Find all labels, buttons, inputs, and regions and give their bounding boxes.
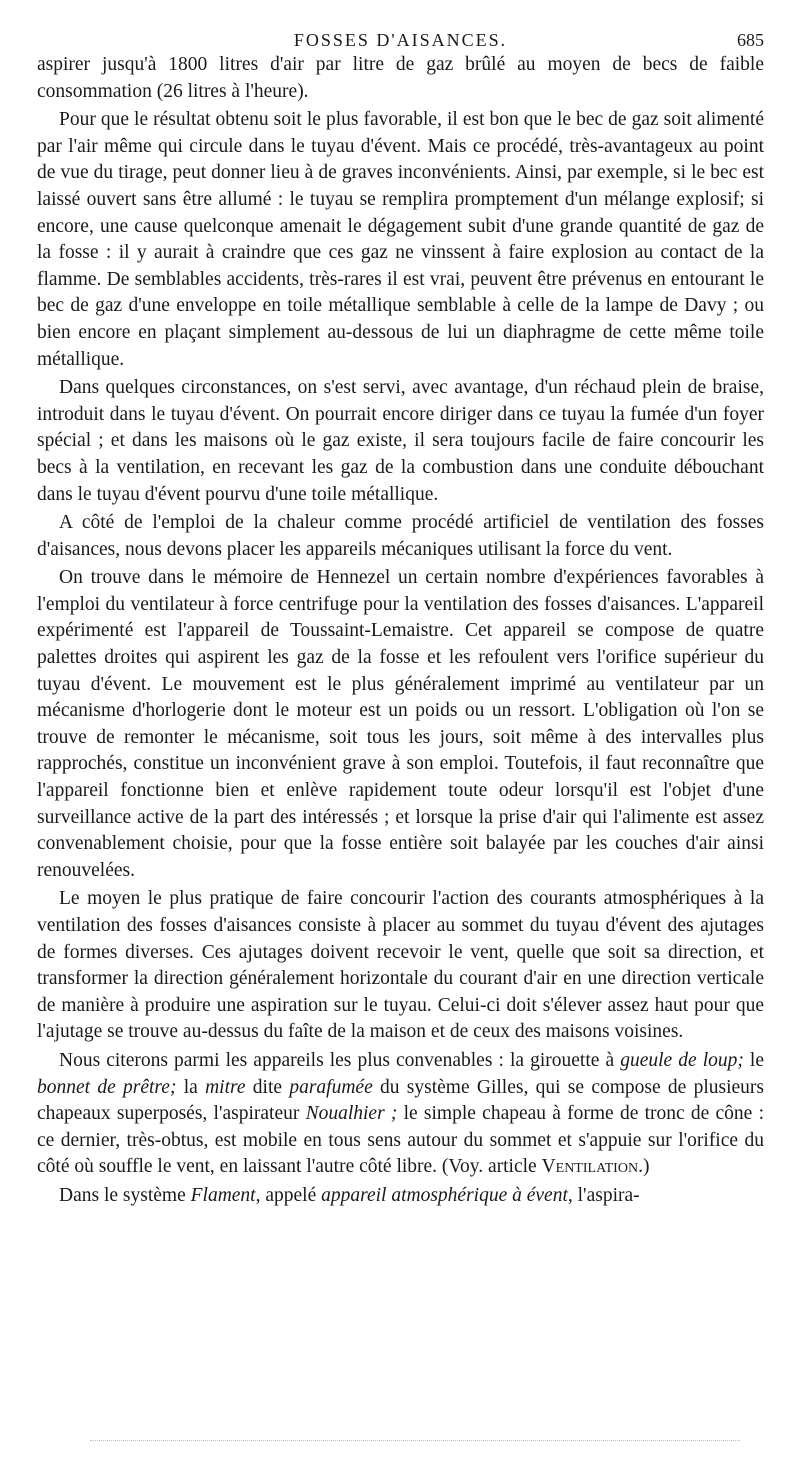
text-run: , l'aspira- — [567, 1184, 640, 1206]
text-run: .) — [638, 1156, 650, 1178]
paragraph — [37, 1183, 764, 1210]
page-header — [37, 0, 764, 50]
text-run: Dans quelques circonstances, on s'est servi, avec avantage, d'un réchaud plein de braise, introduit dans le tuyau d'évent. On pourrait encore diriger dans ce tuyau la fumée d'un foyer spécial ; et dans les maisons où le gaz existe, il sera toujours facile de faire concourir les becs à la ventilation, en recevant les gaz de la combustion dans une conduite débouchant dans le tuyau d'évent pourvu d'une toile métallique. — [37, 377, 764, 505]
italic-term: Noualhier ; — [305, 1103, 398, 1125]
text-run: du système Gilles, qui se compose de plusieurs chapeaux superposés, l'aspirateur — [37, 1076, 764, 1125]
italic-term: parafumée — [289, 1076, 373, 1098]
small-caps-term: Ventilation — [541, 1156, 639, 1178]
paragraph — [37, 107, 764, 373]
text-run: Pour que le résultat obtenu soit le plus favorable, il est bon que le bec de gaz soit alimenté par l'air même qui circule dans le tuyau d'évent. Mais ce procédé, très-avantageux au point de vue du tirage, peut donner lieu à de graves inconvénients. Ainsi, par exemple, si le bec est laissé ouvert sans être allumé : le tuyau se remplira promptement d'un mélange explosif; si encore, une cause quelconque amenait le dégagement subit d'une grande quantité de gaz de la fosse : il y aurait à craindre que ces gaz ne vinssent à faire explosion au contact de la flamme. De semblables accidents, très-rares il est vrai, peuvent être prévenus en entourant le bec de gaz d'une enveloppe en toile métallique semblable à celle de la lampe de Davy ; ou bien encore en plaçant simplement au-dessous de lui un diaphragme de cette même toile métallique. — [37, 109, 764, 370]
text-run: le — [743, 1049, 764, 1071]
text-run: aspirer jusqu'à 1800 litres d'air par litre de gaz brûlé au moyen de becs de faible consommation (26 litres à l'heure). — [37, 54, 764, 102]
text-run: Dans le système — [59, 1184, 191, 1206]
paragraph — [37, 375, 764, 508]
text-run: dite — [245, 1076, 290, 1098]
text-run: Nous citerons parmi les appareils les plus convenables : la girouette à — [59, 1049, 621, 1071]
italic-term: mitre — [205, 1076, 246, 1098]
text-run: On trouve dans le mémoire de Hennezel un certain nombre d'expériences favorables à l'emploi du ventilateur à force centrifuge pour la ventilation des fosses d'aisances. L'appareil expérimenté est l'appareil de Toussaint-Lemaistre. Cet appareil se compose de quatre palettes droites qui aspirent les gaz de la fosse et les refoulent vers l'orifice supérieur du tuyau d'évent. Le mouvement est le plus généralement imprimé au ventilateur par un mécanisme d'horlogerie dont le moteur est un poids ou un ressort. L'obligation où l'on se trouve de remonter le mécanisme, soit tous les jours, soit même à des intervalles plus rapprochés, constitue un inconvénient grave à son emploi. Toutefois, il faut reconnaître que l'appareil fonctionne bien et enlève rapidement toute odeur lorsqu'il est l'objet d'une surveillance active de la part des intéressés ; et lorsque la prise d'air qui l'alimente est assez convenablement choisie, pour que la fosse entière soit balayée par les couches d'air ainsi renouvelées. — [37, 567, 764, 881]
italic-term: gueule de loup; — [620, 1049, 744, 1071]
text-run: A côté de l'emploi de la chaleur comme procédé artificiel de ventilation des fosses d'aisances, nous devons placer les appareils mécaniques utilisant la force du vent. — [37, 512, 764, 560]
italic-term: bonnet de prêtre; — [37, 1076, 177, 1098]
italic-term: appareil atmosphérique à évent — [321, 1184, 568, 1206]
paragraph — [37, 510, 764, 563]
paragraph — [37, 1048, 764, 1181]
text-run: Le moyen le plus pratique de faire concourir l'action des courants atmosphériques à la ventilation des fosses d'aisances consiste à placer au sommet du tuyau d'évent des ajutages de formes diverses. Ces ajutages doivent recevoir le vent, quelle que soit sa direction, et transformer la direction généralement horizontale du courant d'air en une direction verticale de manière à produire une aspiration sur le tuyau. Celui-ci doit s'élever assez haut pour que l'ajutage se trouve au-dessus du faîte de la maison et de ceux des maisons voisines. — [37, 888, 764, 1043]
paragraph — [37, 886, 764, 1046]
paragraph — [37, 52, 764, 105]
text-run: , appelé — [255, 1184, 322, 1206]
footer-rule — [90, 1440, 740, 1441]
italic-term: Flament — [190, 1184, 256, 1206]
page-number: 685 — [737, 30, 764, 50]
running-title: FOSSES D'AISANCES. — [293, 30, 508, 50]
text-run: le simple chapeau à forme de tronc de cône : ce dernier, très-obtus, est mobile en tous sens autour du sommet et s'appuie sur l'orifice du côté où souffle le vent, en laissant l'autre côté libre. (Voy. article — [37, 1103, 764, 1178]
paragraph — [37, 565, 764, 884]
text-run: la — [176, 1076, 206, 1098]
body-text — [37, 52, 764, 1210]
